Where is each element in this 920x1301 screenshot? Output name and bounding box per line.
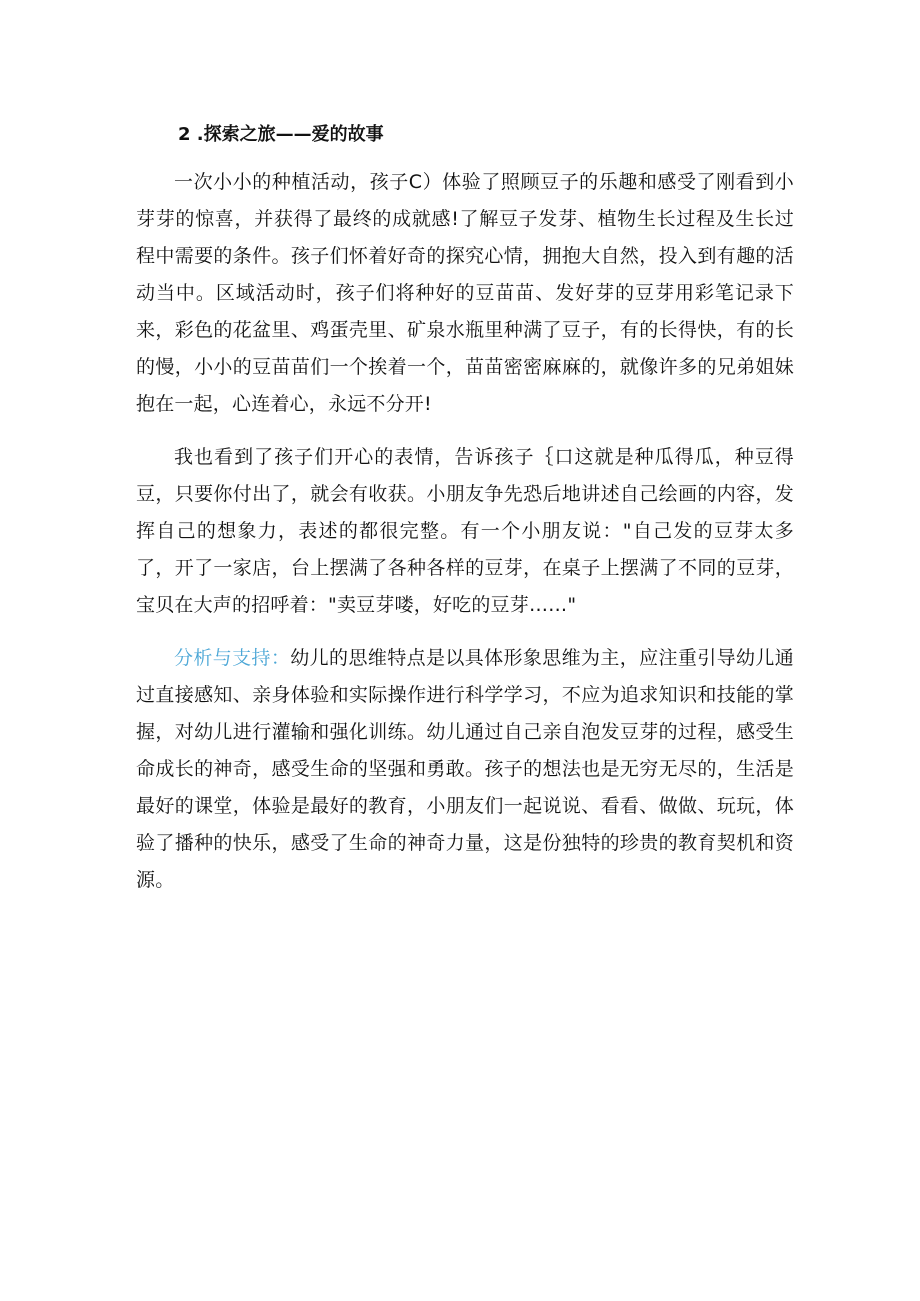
paragraph-children-expressions: 我也看到了孩子们开心的表情，告诉孩子｛口这就是种瓜得瓜，种豆得豆，只要你付出了，就会有收获。小朋友争先恐后地讲述自己绘画的内容，发挥自己的想象力，表述的都很完整。有一个小朋友说："自己发的豆芽太多了，开了一家店，台上摆满了各种各样的豆芽，在桌子上摆满了不同的豆芽，宝贝在大声的招呼着："卖豆芽喽，好吃的豆芽……" [136,446,794,616]
analysis-text: 幼儿的思维特点是以具体形象思维为主，应注重引导幼儿通过直接感知、亲身体验和实际操作进行科学学习，不应为追求知识和技能的掌握，对幼儿进行灌输和强化训练。幼儿通过自己亲自泡发豆芽的过程，感受生命成长的神奇，感受生命的坚强和勇敢。孩子的想法也是无穷无尽的，生活是最好的课堂，体验是最好的教育，小朋友们一起说说、看看、做做、玩玩，体验了播种的快乐，感受了生命的神奇力量，这是份独特的珍贵的教育契机和资源。 [136,647,795,891]
section-title: 2 .探索之旅——爱的故事 [178,124,384,145]
paragraph-analysis [136,640,794,899]
document-page [136,120,794,915]
paragraph-planting-activity: 一次小小的种植活动，孩子C）体验了照顾豆子的乐趣和感受了刚看到小芽芽的惊喜，并获得了最终的成就感!了解豆子发芽、植物生长过程及生长过程中需要的条件。孩子们怀着好奇的探究心情，拥抱大自然，投入到有趣的活动当中。区域活动时，孩子们将种好的豆苗苗、发好芽的豆芽用彩笔记录下来，彩色的花盆里、鸡蛋壳里、矿泉水瓶里种满了豆子，有的长得快，有的长的慢，小小的豆苗苗们一个挨着一个，苗苗密密麻麻的，就像许多的兄弟姐妹抱在一起，心连着心，永远不分开! [136,171,794,415]
analysis-label: 分析与支持： [174,647,291,669]
